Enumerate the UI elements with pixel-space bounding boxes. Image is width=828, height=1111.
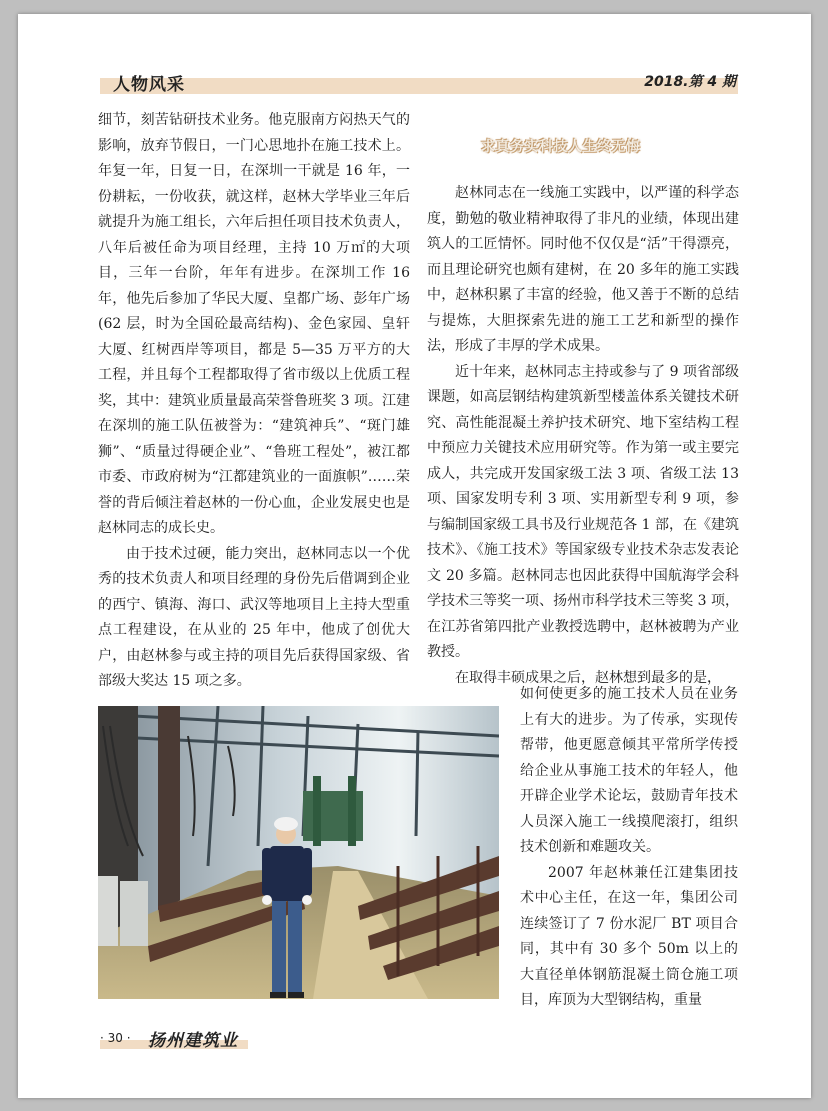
header-bar — [100, 78, 738, 94]
right-column — [427, 181, 739, 691]
page-number: · 30 · — [100, 1031, 131, 1045]
paragraph: 在取得丰硕成果之后，赵林想到最多的是， — [455, 669, 721, 686]
factory-photo-illustration — [98, 706, 499, 999]
magazine-name: 扬州建筑业 — [148, 1031, 238, 1051]
paragraph: 2007 年赵林兼任江建集团技术中心主任，在这一年，集团公司连续签订了 7 份水泥厂 BT 项目合同，其中有 30 多个 50m 以上的大直径单体钢筋混凝土筒仓施工项目，库顶为大型钢结构，重量 — [520, 864, 738, 1008]
section-name: 人物风采 — [113, 75, 185, 95]
factory-photo — [98, 706, 499, 999]
paragraph: 近十年来，赵林同志主持或参与了 9 项省部级课题，如高层钢结构建筑新型楼盖体系关键技术研究、高性能混凝土养护技术研究、地下室结构工程中预应力关键技术应用研究等。作为第一或主要完成人，共完成开发国家级工法 3 项、省级工法 13 项、国家发明专利 3 项、实用新型专利 9 项，参与编制国家级工具书及行业规范各 1 部，在《建筑技术》、《施工技术》等国家级专业技术杂志发表论文 20 多篇。赵林同志也因此获得中国航海学会科学技术三等奖一项、扬州市科学技术三等奖 3 项，在江苏省第四批产业教授选聘中，赵林被聘为产业教授。 — [427, 363, 739, 660]
section-title: 求真务实科技人生终无悔 — [481, 139, 641, 155]
paragraph: 细节，刻苦钻研技术业务。他克服南方闷热天气的影响，放弃节假日，一门心思地扑在施工技术上。年复一年，日复一日，在深圳一干就是 16 年，一份耕耘，一份收获，就这样，赵林大学毕业三年后就提升为施工组长，六年后担任项目技术负责人，八年后被任命为项目经理，主持 10 万㎡的大项目，三年一台阶，年年有进步。在深圳工作 16 年，他先后参加了华民大厦、皇都广场、彭年广场(62 层，时为全国砼最高结构)、金色家园、皇轩大厦、红树西岸等项目，都是 5—35 万平方的大工程，并且每个工程都取得了省市级以上优质工程奖，其中：建筑业质量最高荣誉鲁班奖 3 项。江建在深圳的施工队伍被誉为：“建筑神兵”、“斑门雄狮”、“质量过得硬企业”、“鲁班工程处”，被江都市委、市政府树为“江都建筑业的一面旗帜”……荣誉的背后倾注着赵林的一份心血，企业发展史也是赵林同志的成长史。 — [98, 112, 410, 536]
paragraph: 赵林同志在一线施工实践中，以严谨的科学态度，勤勉的敬业精神取得了非凡的业绩，体现出建筑人的工匠情怀。同时他不仅仅是“活”干得漂亮，而且理论研究也颇有建树，在 20 多年的施工实践中，赵林积累了丰富的经验，他又善于不断的总结与提炼，大胆探索先进的施工工艺和新型的操作法，形成了丰厚的学术成果。 — [427, 185, 739, 354]
left-column — [98, 108, 410, 695]
paragraph: 由于技术过硬，能力突出，赵林同志以一个优秀的技术负责人和项目经理的身份先后借调到企业的西宁、镇海、海口、武汉等地项目上主持大型重点工程建设，在从业的 25 年中，他成了创优大户，由赵林参与或主持的项目先后获得国家级、省部级大奖达 15 项之多。 — [98, 545, 410, 689]
paragraph: 如何使更多的施工技术人员在业务上有大的进步。为了传承，实现传帮带，他更愿意倾其平常所学传授给企业从事施工技术的年轻人，他开辟企业学术论坛，鼓励青年技术人员深入施工一线摸爬滚打，组织技术创新和难题攻关。 — [520, 686, 738, 855]
issue-number: 2018.第 4 期 — [644, 74, 736, 90]
right-narrow-column — [520, 682, 738, 1014]
